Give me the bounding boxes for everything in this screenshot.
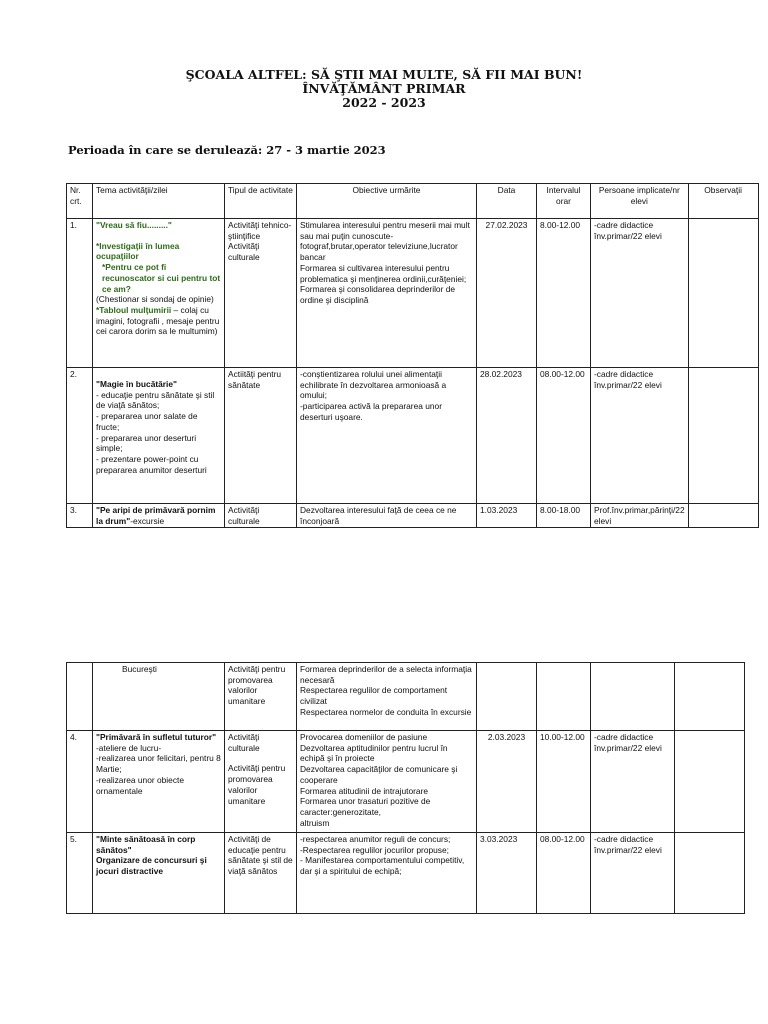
row-obiective: Formarea deprinderilor de a selecta informaţia necesară Respectarea regulilor de comportament civilizat Respectarea normelor de conduita în excursie [297, 663, 477, 731]
row-tip: Activităţi tehnico-ştiinţifice Activităţi culturale [225, 219, 297, 368]
row-observatii [688, 504, 758, 528]
table-header-row [67, 184, 759, 219]
tema-title: "Minte sănătoasă în corp sănătos" [96, 834, 196, 855]
row-data: 1.03.2023 [477, 504, 537, 528]
row-data: 2.03.2023 [477, 731, 537, 833]
col-header-tip: Tipul de activitate [225, 184, 297, 219]
row-obiective: Provocarea domeniilor de pasiune Dezvoltarea aptitudinilor pentru lucrul în echipă şi în proiecte Dezvoltarea capacităţilor de comunicare şi cooperare Formarea atitudinii de intrajutorare Formarea unor trasaturi pozitive de caracter:generozitate, altruism [297, 731, 477, 833]
row-nr: 3. [67, 504, 93, 528]
row-persoane: -cadre didactice înv.primar/22 elevi [591, 833, 675, 914]
row-interval: 10.00-12.00 [537, 731, 591, 833]
row-tema: "Magie în bucătărie" - educaţie pentru sănătate şi stil de viaţă sănătos; - prepararea unor salate de fructe; - prepararea unor deserturi simple; - prezentare power-point cu prepararea anumitor deserturi [93, 368, 225, 504]
row-observatii [675, 663, 745, 731]
row-tema: "Pe aripi de primăvară pornim la drum"-excursie [93, 504, 225, 528]
tema-item: *Pentru ce pot fi recunoscator si cui pentru tot ce am? [102, 262, 221, 294]
row-interval: 08.00-12.00 [537, 368, 591, 504]
col-header-obiective: Obiective urmărite [297, 184, 477, 219]
col-header-observatii: Observaţii [688, 184, 758, 219]
row-tema: Bucureşti [93, 663, 225, 731]
row-observatii [675, 833, 745, 914]
school-year: 2022 - 2023 [342, 95, 426, 110]
level-title: ÎNVĂŢĂMÂNT PRIMAR [302, 81, 466, 96]
row-obiective: Stimularea interesului pentru meserii mai mult sau mai puţin cunoscute-fotograf,brutar,operator televiziune,lucrator bancar Formarea si cultivarea interesului pentru problematica şi menţinerea ordinii,curăţeniei; Formarea şi consolidarea deprinderilor de ordine şi disciplină [297, 219, 477, 368]
row-tema [93, 219, 225, 368]
tema-title: "Primăvară în sufletul tuturor" [96, 732, 217, 742]
row-data: 27.02.2023 [477, 219, 537, 368]
table-row [67, 833, 745, 914]
row-nr: 1. [67, 219, 93, 368]
table-row [67, 731, 745, 833]
row-persoane: Prof.înv.primar,părinţi/22 elevi [591, 504, 689, 528]
row-tema: "Primăvară în sufletul tuturor" -ateliere de lucru- -realizarea unor felicitari, pentru 8 Martie; -realizarea unor obiecte ornamentale [93, 731, 225, 833]
activities-table-page1 [66, 183, 759, 528]
period-line: Perioada în care se derulează: 27 - 3 martie 2023 [68, 143, 386, 157]
table-row [67, 219, 759, 368]
row-nr [67, 663, 93, 731]
row-obiective: -respectarea anumitor reguli de concurs; -Respectarea regulilor jocurilor propuse; - Manifestarea comportamentului competitiv, dar şi a spiritului de echipă; [297, 833, 477, 914]
row-tema [93, 833, 225, 914]
row-data: 3.03.2023 [477, 833, 537, 914]
row-interval: 8.00-12.00 [537, 219, 591, 368]
tema-item: (Chestionar si sondaj de opinie) [96, 294, 214, 305]
row-observatii [675, 731, 745, 833]
table-row [67, 368, 759, 504]
tema-title: "Vreau să fiu........." [96, 220, 172, 230]
row-interval: 08.00-12.00 [537, 833, 591, 914]
tema-subtitle: Organizare de concursuri şi jocuri distractive [96, 855, 207, 877]
row-observatii [688, 368, 758, 504]
tema-item: *Investigaţii în lumea ocupaţiilor [96, 240, 180, 262]
row-data [477, 663, 537, 731]
table-row [67, 504, 759, 528]
row-persoane: -cadre didactice înv.primar/22 elevi [591, 368, 689, 504]
col-header-persoane: Persoane implicate/nr elevi [591, 184, 689, 219]
table-row [67, 663, 745, 731]
document-header [0, 68, 768, 110]
col-header-tema: Tema activităţii/zilei [93, 184, 225, 219]
row-observatii [688, 219, 758, 368]
activities-table-page2 [66, 662, 745, 914]
row-nr: 5. [67, 833, 93, 914]
col-header-data: Data [477, 184, 537, 219]
row-nr: 4. [67, 731, 93, 833]
row-tip: Activităţi culturale [225, 504, 297, 528]
col-header-interval: Intervalul orar [537, 184, 591, 219]
col-header-nr: Nr. crt. [67, 184, 93, 219]
row-obiective: -conştientizarea rolului unei alimentaţii echilibrate în dezvoltarea armonioasă a omului; -participarea activă la prepararea unor deserturi uşoare. [297, 368, 477, 504]
row-data: 28.02.2023 [477, 368, 537, 504]
row-persoane: -cadre didactice înv.primar/22 elevi [591, 219, 689, 368]
row-tip: Activităţi pentru promovarea valorilor umanitare [225, 663, 297, 731]
tema-title: "Magie în bucătărie" [96, 379, 178, 389]
row-tip: Actiităţi pentru sănătate [225, 368, 297, 504]
tema-item: *Tabloul mulţumirii – colaj cu imagini, fotografii , mesaje pentru cei carora dorim sa le multumim) [96, 304, 220, 337]
row-tip: Activităţi culturale Activităţi pentru promovarea valorilor umanitare [225, 731, 297, 833]
row-nr: 2. [67, 368, 93, 504]
row-persoane [591, 663, 675, 731]
row-interval: 8.00-18.00 [537, 504, 591, 528]
row-obiective: Dezvoltarea interesului faţă de ceea ce ne înconjoară [297, 504, 477, 528]
school-title: ŞCOALA ALTFEL: SĂ ŞTII MAI MULTE, SĂ FII MAI BUN! [185, 67, 583, 82]
row-interval [537, 663, 591, 731]
row-tip: Activităţi de educaţie pentru sănătate şi stil de viaţă sănătos [225, 833, 297, 914]
row-persoane: -cadre didactice înv.primar/22 elevi [591, 731, 675, 833]
